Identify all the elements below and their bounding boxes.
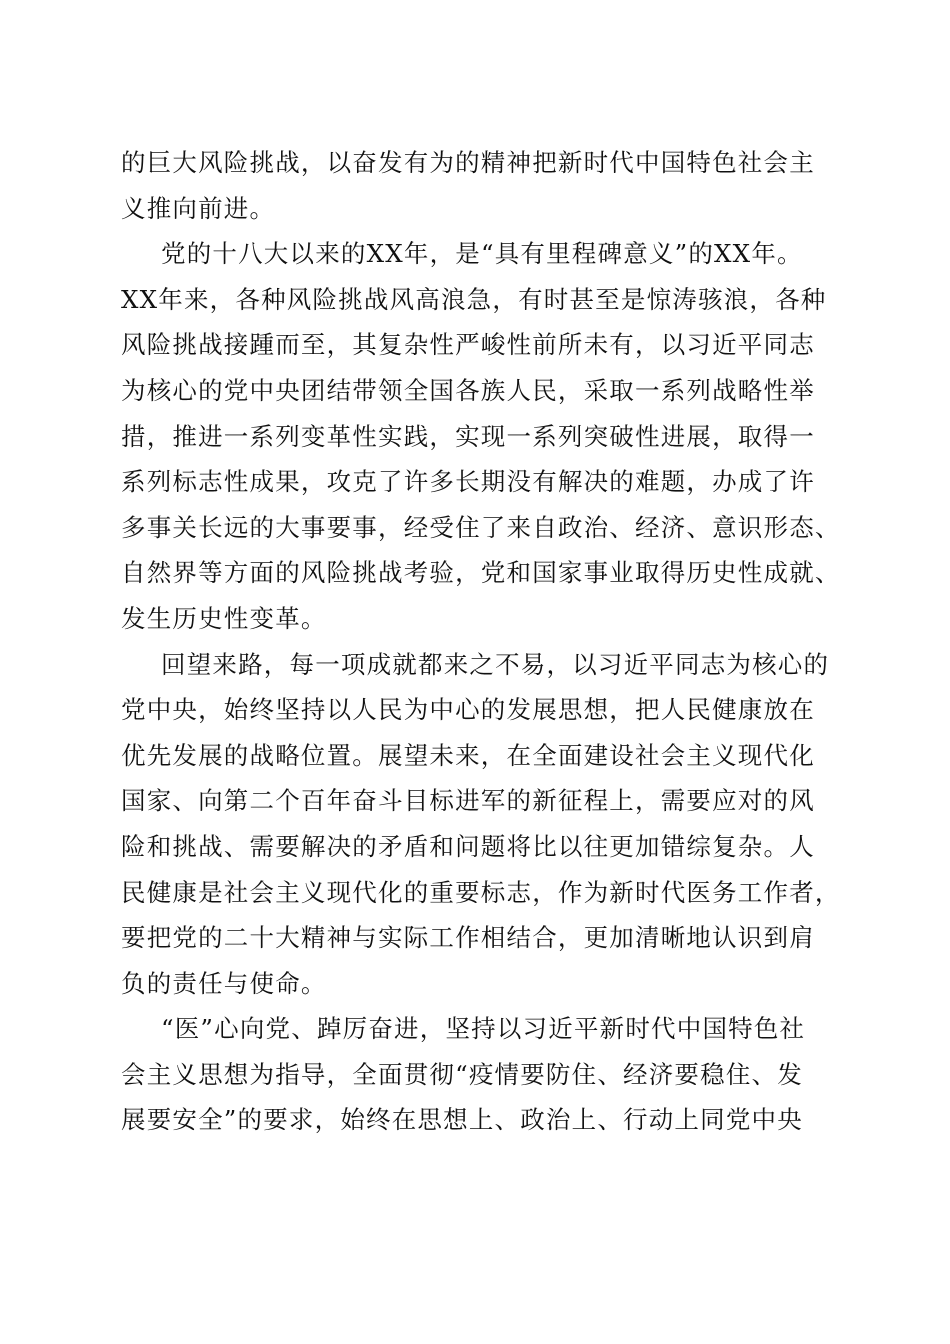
- text-line: 发生历史性变革。: [121, 603, 327, 633]
- text-line: 多事关长远的大事要事，经受住了来自政治、经济、意识形态、: [121, 512, 841, 542]
- text-line: 义推向前进。: [121, 193, 276, 223]
- text-line: 措，推进一系列变革性实践，实现一系列突破性进展，取得一: [121, 421, 815, 451]
- text-line: 党的十八大以来的XX年，是“具有里程碑意义”的XX年。: [161, 239, 803, 269]
- text-line: 要把党的二十大精神与实际工作相结合，更加清晰地认识到肩: [121, 923, 815, 953]
- text-line: 国家、向第二个百年奋斗目标进军的新征程上，需要应对的风: [121, 786, 815, 816]
- text-line: 险和挑战、需要解决的矛盾和问题将比以往更加错综复杂。人: [121, 831, 815, 861]
- text-line: 的巨大风险挑战，以奋发有为的精神把新时代中国特色社会主: [121, 148, 815, 177]
- text-line: 回望来路，每一项成就都来之不易，以习近平同志为核心的: [161, 649, 830, 679]
- text-line: 系列标志性成果，攻克了许多长期没有解决的难题，办成了许: [121, 467, 815, 497]
- text-line: “医”心向党、踔厉奋进，坚持以习近平新时代中国特色社: [161, 1014, 806, 1044]
- text-line: 党中央，始终坚持以人民为中心的发展思想，把人民健康放在: [121, 695, 815, 725]
- text-line: 自然界等方面的风险挑战考验，党和国家事业取得历史性成就、: [121, 558, 841, 588]
- text-line: 展要安全”的要求，始终在思想上、政治上、行动上同党中央: [121, 1105, 803, 1135]
- text-line: 优先发展的战略位置。展望未来，在全面建设社会主义现代化: [121, 740, 815, 770]
- text-line: XX年来，各种风险挑战风高浪急，有时甚至是惊涛骇浪，各种: [121, 284, 827, 314]
- body-text: [121, 140, 841, 1143]
- text-line: 为核心的党中央团结带领全国各族人民，采取一系列战略性举: [121, 375, 815, 405]
- text-line: 风险挑战接踵而至，其复杂性严峻性前所未有，以习近平同志: [121, 330, 815, 360]
- text-line: 负的责任与使命。: [121, 968, 327, 998]
- text-line: 会主义思想为指导，全面贯彻“疫情要防住、经济要稳住、发: [121, 1059, 803, 1089]
- text-line: 民健康是社会主义现代化的重要标志，作为新时代医务工作者，: [121, 877, 841, 907]
